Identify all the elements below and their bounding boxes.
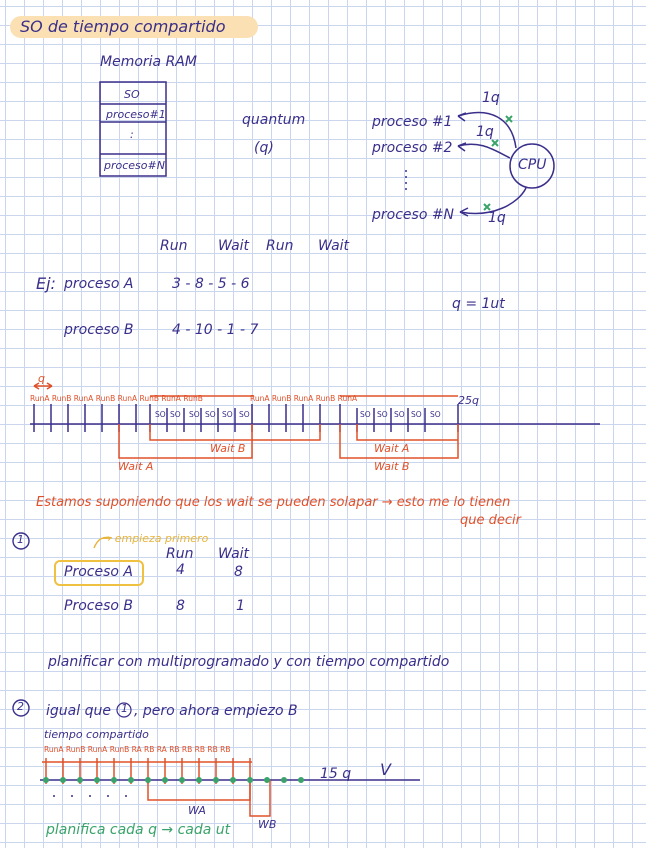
timeline1 (30, 383, 600, 458)
timeline1-end-label: 25q (458, 394, 479, 407)
exercise2-number: 2 (17, 700, 24, 713)
exercise1-number: 1 (17, 533, 24, 546)
timeline1-wait-a: Wait A (118, 460, 154, 473)
exercise1-row-b-wait: 1 (236, 598, 245, 614)
memory-cell-procesoN: proceso#N (104, 159, 165, 172)
memory-cell-proceso1: proceso#1 (106, 108, 166, 121)
quantum-label: quantum (242, 112, 306, 128)
exercise2-seq: RunA RunB RunA RunB RA RB RA RB RB RB RB RB (44, 745, 231, 754)
cpu-label: CPU (518, 157, 547, 173)
so-label: SO (189, 410, 200, 419)
memory-label: Memoria RAM (100, 54, 197, 70)
so-label: SO (170, 410, 181, 419)
so-label: SO (155, 410, 166, 419)
exercise1-annotation: → empieza primero (102, 532, 209, 545)
example-header-wait1: Wait (218, 238, 250, 254)
memory-cell-dots: : (130, 128, 134, 141)
cpu-process-n: proceso #N (372, 207, 455, 223)
exercise1-row-a-name: Proceso A (64, 564, 133, 580)
cpu-process-2: proceso #2 (372, 140, 453, 156)
so-label: SO (430, 410, 441, 419)
exercise1-circle (13, 533, 29, 549)
exercise2-end-label: 15 q (320, 766, 352, 782)
example-row-b-values: 4 - 10 - 1 - 7 (172, 322, 259, 338)
timeline2-small-dots (53, 795, 127, 797)
so-label: SO (222, 410, 233, 419)
timeline1-wait-a2: Wait A (374, 442, 410, 455)
timeline2 (40, 758, 420, 816)
exercise2-wb: WB (258, 818, 277, 831)
timeline1-wait-b: Wait B (210, 442, 246, 455)
cpu-circle (510, 144, 554, 188)
cpu-cross-marks (484, 116, 512, 210)
exercise1-row-b-name: Proceso B (64, 598, 133, 614)
exercise1-header-run: Run (166, 546, 194, 562)
memory-table (100, 82, 166, 176)
exercise1-row-a-wait: 8 (234, 564, 243, 580)
example-header-run2: Run (266, 238, 294, 254)
timeline1-q-mark: q (38, 372, 45, 385)
exercise1-row-a-run: 4 (176, 562, 185, 578)
cpu-q-label-2: 1q (476, 124, 494, 140)
exercise1-header-wait: Wait (218, 546, 250, 562)
timeline1-seq-mid: RunA RunB RunA RunB RunA (250, 394, 358, 403)
example-row-a-name: proceso A (64, 276, 134, 292)
cpu-q-label-3: 1q (488, 210, 506, 226)
page-title: SO de tiempo compartido (20, 17, 226, 36)
exercise2-ref: 1 (121, 702, 128, 715)
memory-cell-so: SO (124, 88, 140, 101)
note-line-1: Estamos suponiendo que los wait se pueden solapar → esto me lo tienen (36, 495, 511, 510)
exercise2-circle (13, 700, 29, 716)
timeline1-wait-b2: Wait B (374, 460, 410, 473)
cpu-process-1: proceso #1 (372, 114, 453, 130)
exercise2-text: igual que (46, 703, 111, 719)
example-prefix: Ej: (36, 274, 56, 293)
example-q-definition: q = 1ut (452, 296, 505, 312)
quantum-symbol: (q) (254, 140, 274, 156)
example-header-run1: Run (160, 238, 188, 254)
exercise2-subtitle: tiempo compartido (44, 728, 149, 741)
exercise2-text2: , pero ahora empiezo B (134, 703, 298, 719)
example-row-b-name: proceso B (64, 322, 134, 338)
so-label: SO (377, 410, 388, 419)
example-header-wait2: Wait (318, 238, 350, 254)
exercise1-instruction: planificar con multiprogramado y con tiempo compartido (48, 654, 450, 670)
exercise2-wa: WA (188, 804, 206, 817)
so-label: SO (360, 410, 371, 419)
so-label: SO (205, 410, 216, 419)
so-label: SO (394, 410, 405, 419)
cpu-q-label-1: 1q (482, 90, 500, 106)
timeline1-seq-left: RunA RunB RunA RunB RunA RunB RunA RunB (30, 394, 203, 403)
note-line-2: que decir (460, 513, 521, 528)
so-label: SO (411, 410, 422, 419)
exercise1-row-b-run: 8 (176, 598, 185, 614)
exercise2-ref-circle (117, 703, 131, 717)
exercise2-check: V (380, 760, 391, 779)
so-label: SO (239, 410, 250, 419)
cpu-diagram (406, 113, 554, 216)
example-row-a-values: 3 - 8 - 5 - 6 (172, 276, 250, 292)
exercise2-footer: planifica cada q → cada ut (46, 822, 231, 838)
